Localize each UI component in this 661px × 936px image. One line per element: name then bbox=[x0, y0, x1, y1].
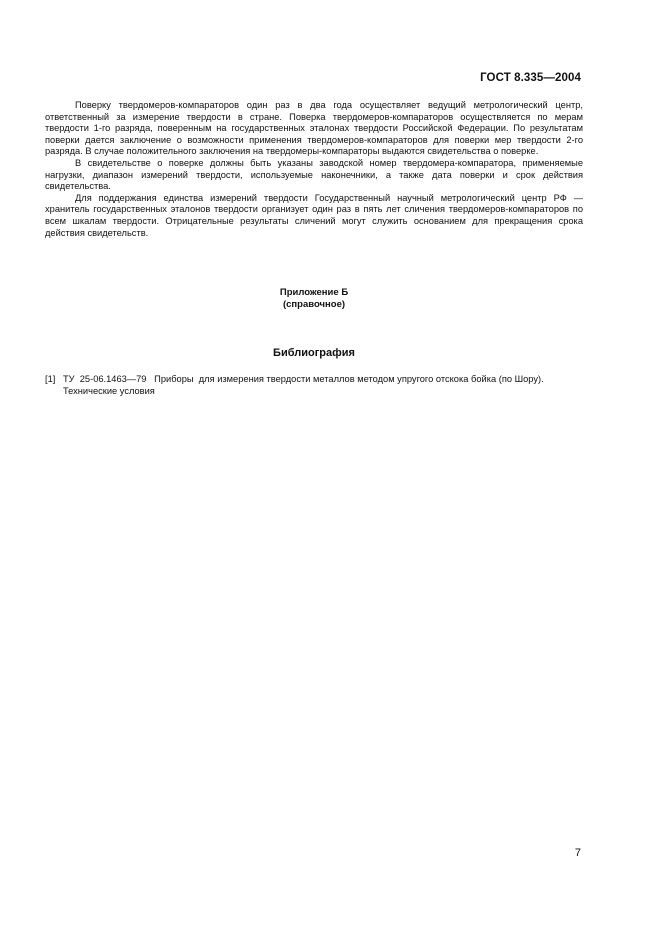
bibliography-item-number: [1] bbox=[45, 374, 56, 384]
bibliography-item-line1: ТУ 25-06.1463—79 Приборы для измерения твердости металлов методом упругого отскока бойка (по Шору). bbox=[63, 374, 544, 384]
appendix-subtitle: (справочное) bbox=[282, 298, 346, 310]
appendix-heading bbox=[45, 287, 583, 310]
bibliography-item-body bbox=[63, 374, 583, 397]
page-number: 7 bbox=[574, 847, 581, 859]
bibliography-list bbox=[45, 374, 583, 397]
paragraph-certificate: В свидетельстве о поверке должны быть указаны заводской номер твердомера-компаратора, применяемые нагрузки, диапазон измерений твердости, используемые наконечники, а также дата поверки и срок действия свидетельства. bbox=[45, 157, 583, 192]
body-text bbox=[45, 100, 583, 239]
appendix-title: Приложение Б bbox=[279, 287, 349, 298]
bibliography-title: Библиография bbox=[273, 347, 355, 359]
paragraph-comparison: Для поддержания единства измерений твердости Государственный научный метрологический центр РФ — хранитель государственных эталонов твердости организует один раз в пять лет сличения твердомеров-компараторов по всем шкалам твердости. Отрицательные результаты сличений могут служить основанием для прекращения срока действия свидетельств. bbox=[45, 192, 583, 238]
bibliography-item bbox=[45, 374, 583, 397]
bibliography-item-line2: Технические условия bbox=[63, 385, 155, 396]
paragraph-verification: Поверку твердомеров-компараторов один раз в два года осуществляет ведущий метрологический центр, ответственный за измерение твердости в стране. Поверка твердомеров-компараторов осуществляется по мерам твердости 1-го разряда, поверенным на государственных эталонах твердости Российской Федерации. По результатам поверки дается заключение о возможности применения твердомеров-компараторов для поверки мер твердости 2-го разряда. В случае положительного заключения на твердомеры-компараторы выдаются свидетельства о поверке. bbox=[45, 100, 583, 157]
standard-code: ГОСТ 8.335—2004 bbox=[480, 72, 581, 84]
